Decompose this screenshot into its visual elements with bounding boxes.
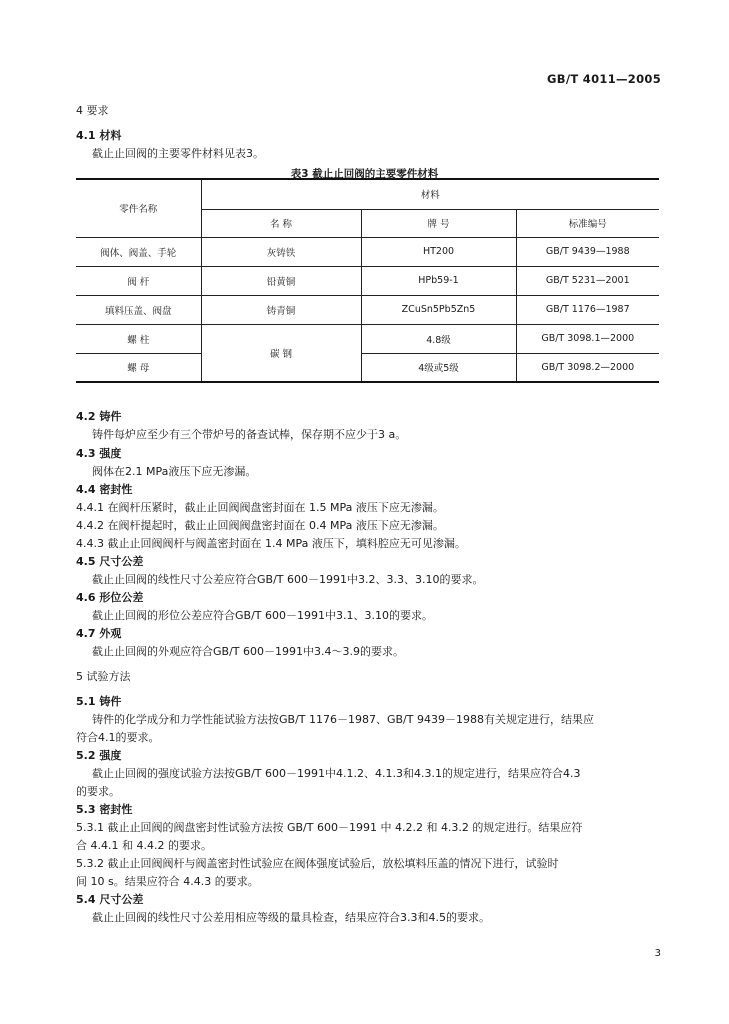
standard-code: GB/T 4011—2005 xyxy=(547,72,661,86)
table-row xyxy=(76,266,659,295)
section-5-4-text: 截止止回阀的线性尺寸公差用相应等级的量具检查，结果应符合3.3和4.5的要求。 xyxy=(92,911,490,924)
section-4-4-1-text: 4.4.1 在阀杆压紧时，截止止回阀阀盘密封面在 1.5 MPa 液压下应无渗漏。 xyxy=(76,501,444,514)
section-5-3-title: 5.3 密封性 xyxy=(76,803,133,816)
table-caption: 表3 截止止回阀的主要零件材料 xyxy=(290,168,439,180)
section-5-4-title: 5.4 尺寸公差 xyxy=(76,893,144,906)
table-row xyxy=(76,353,659,382)
section-4-4-3-text: 4.4.3 截止止回阀阀杆与阀盖密封面在 1.4 MPa 液压下，填料腔应无可见渗漏。 xyxy=(76,537,466,550)
cell-part: 阀体、阀盖、手轮 xyxy=(76,237,201,266)
cell-part: 螺 母 xyxy=(76,353,201,382)
cell-standard: GB/T 9439—1988 xyxy=(516,237,659,266)
header-material-name: 名 称 xyxy=(201,209,361,237)
section-5-3-2-text-2: 间 10 s。结果应符合 4.4.3 的要求。 xyxy=(76,875,259,888)
cell-standard: GB/T 1176—1987 xyxy=(516,295,659,324)
section-4-3-title: 4.3 强度 xyxy=(76,447,122,460)
header-material-grade: 牌 号 xyxy=(361,209,516,237)
section-5-title: 5 试验方法 xyxy=(76,670,131,683)
section-5-1-title: 5.1 铸件 xyxy=(76,695,122,708)
cell-material-name: 灰铸铁 xyxy=(201,237,361,266)
cell-material-name: 铸青铜 xyxy=(201,295,361,324)
section-5-3-2-text-1: 5.3.2 截止止回阀阀杆与阀盖密封性试验应在阀体强度试验后，放松填料压盖的情况下进行，试验时 xyxy=(76,857,559,870)
section-5-2-text-2: 的要求。 xyxy=(76,785,120,798)
cell-part: 螺 柱 xyxy=(76,324,201,353)
cell-standard: GB/T 5231—2001 xyxy=(516,266,659,295)
cell-grade: HT200 xyxy=(361,237,516,266)
cell-material-name: 铅黄铜 xyxy=(201,266,361,295)
section-4-5-title: 4.5 尺寸公差 xyxy=(76,555,144,568)
section-4-4-title: 4.4 密封性 xyxy=(76,483,133,496)
section-5-2-title: 5.2 强度 xyxy=(76,749,122,762)
table-row xyxy=(76,324,659,353)
materials-table xyxy=(76,178,659,383)
cell-part: 阀 杆 xyxy=(76,266,201,295)
section-4-7-text: 截止止回阀的外观应符合GB/T 600－1991中3.4～3.9的要求。 xyxy=(92,645,404,658)
section-4-3-text: 阀体在2.1 MPa液压下应无渗漏。 xyxy=(92,465,257,478)
section-4-title: 4 要求 xyxy=(76,104,109,117)
section-5-1-text-2: 符合4.1的要求。 xyxy=(76,731,160,744)
cell-standard: GB/T 3098.2—2000 xyxy=(516,353,659,382)
section-4-4-2-text: 4.4.2 在阀杆提起时，截止止回阀阀盘密封面在 0.4 MPa 液压下应无渗漏。 xyxy=(76,519,444,532)
section-4-6-title: 4.6 形位公差 xyxy=(76,591,144,604)
section-4-5-text: 截止止回阀的线性尺寸公差应符合GB/T 600－1991中3.2、3.3、3.10的要求。 xyxy=(92,573,484,586)
cell-grade: 4级或5级 xyxy=(361,353,516,382)
section-4-2-text: 铸件每炉应至少有三个带炉号的备查试棒，保存期不应少于3 a。 xyxy=(92,428,407,441)
header-material: 材料 xyxy=(201,179,659,209)
section-5-3-1-text-2: 合 4.4.1 和 4.4.2 的要求。 xyxy=(76,839,212,852)
header-part-name: 零件名称 xyxy=(76,179,201,237)
section-4-1-title: 4.1 材料 xyxy=(76,129,122,142)
cell-grade: HPb59-1 xyxy=(361,266,516,295)
cell-part: 填料压盖、阀盘 xyxy=(76,295,201,324)
cell-grade: ZCuSn5Pb5Zn5 xyxy=(361,295,516,324)
section-5-3-1-text-1: 5.3.1 截止止回阀的阀盘密封性试验方法按 GB/T 600－1991 中 4.2.2 和 4.3.2 的规定进行。结果应符 xyxy=(76,821,583,834)
section-5-2-text-1: 截止止回阀的强度试验方法按GB/T 600－1991中4.1.2、4.1.3和4.3.1的规定进行，结果应符合4.3 xyxy=(92,767,581,780)
section-4-6-text: 截止止回阀的形位公差应符合GB/T 600－1991中3.1、3.10的要求。 xyxy=(92,609,433,622)
table-row xyxy=(76,237,659,266)
section-5-1-text-1: 铸件的化学成分和力学性能试验方法按GB/T 1176－1987、GB/T 9439－1988有关规定进行，结果应 xyxy=(92,713,594,726)
section-4-7-title: 4.7 外观 xyxy=(76,627,122,640)
section-4-1-text: 截止止回阀的主要零件材料见表3。 xyxy=(92,147,264,160)
cell-standard: GB/T 3098.1—2000 xyxy=(516,324,659,353)
section-4-2-title: 4.2 铸件 xyxy=(76,410,122,423)
cell-material-name: 碳 钢 xyxy=(201,324,361,382)
table-row xyxy=(76,295,659,324)
header-standard-number: 标准编号 xyxy=(516,209,659,237)
page-number: 3 xyxy=(654,948,661,959)
cell-grade: 4.8级 xyxy=(361,324,516,353)
